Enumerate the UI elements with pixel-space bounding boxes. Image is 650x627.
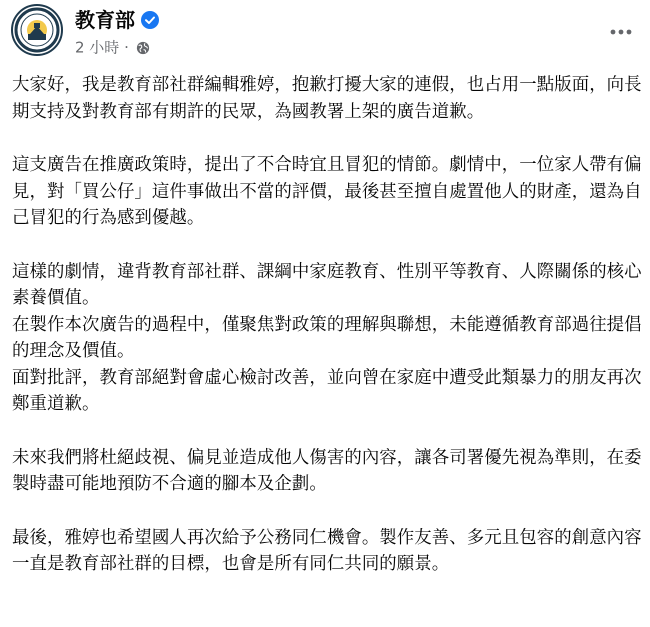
post-timestamp[interactable]: 2 小時: [75, 38, 120, 57]
post-paragraph-apology: 面對批評，教育部絕對會虛心檢討改善，並向曾在家庭中遭受此類暴力的朋友再次鄭重道歉。: [12, 367, 642, 414]
post-paragraph-process: 在製作本次廣告的過程中，僅聚焦對政策的理解與聯想，未能遵循教育部過往提倡的理念及價值。: [12, 314, 642, 361]
paragraph-gap: [12, 418, 644, 445]
post-paragraph-ad-description: 這支廣告在推廣政策時，提出了不合時宜且冒犯的情節。劇情中，一位家人帶有偏見，對「買公仔」這件事做出不當的評價，最後甚至擅自處置他人的財產，還為自己冒犯的行為感到優越。: [12, 155, 642, 228]
post-paragraph-future: 未來我們將杜絕歧視、偏見並造成他人傷害的內容，讓各司署優先視為準則，在委製時盡可能地預防不合適的腳本及企劃。: [12, 447, 642, 494]
ministry-seal-icon: [13, 6, 61, 54]
avatar[interactable]: [11, 4, 63, 56]
post-header: [0, 0, 650, 66]
paragraph-gap: [12, 498, 644, 525]
globe-icon[interactable]: [136, 41, 150, 55]
post-paragraph-values: 這樣的劇情，違背教育部社群、課綱中家庭教育、性別平等教育、人際關係的核心素養價值。: [12, 261, 642, 308]
meta-separator: ·: [124, 38, 129, 57]
paragraph-gap: [12, 125, 644, 152]
more-options-icon: [609, 29, 633, 35]
post-meta: [75, 37, 150, 57]
post-paragraph-closing: 最後，雅婷也希望國人再次給予公務同仁機會。製作友善、多元且包容的創意內容一直是教育部社群的目標，也會是所有同仁共同的願景。: [12, 527, 642, 574]
verified-badge-icon: [141, 11, 159, 29]
post-body: [12, 72, 644, 578]
paragraph-gap: [12, 232, 644, 259]
page-title[interactable]: 教育部: [75, 8, 135, 32]
more-options-button[interactable]: [603, 14, 639, 50]
post-paragraph-greeting: 大家好，我是教育部社群編輯雅婷，抱歉打擾大家的連假，也占用一點版面，向長期支持及對教育部有期許的民眾，為國教署上架的廣告道歉。: [12, 75, 642, 122]
